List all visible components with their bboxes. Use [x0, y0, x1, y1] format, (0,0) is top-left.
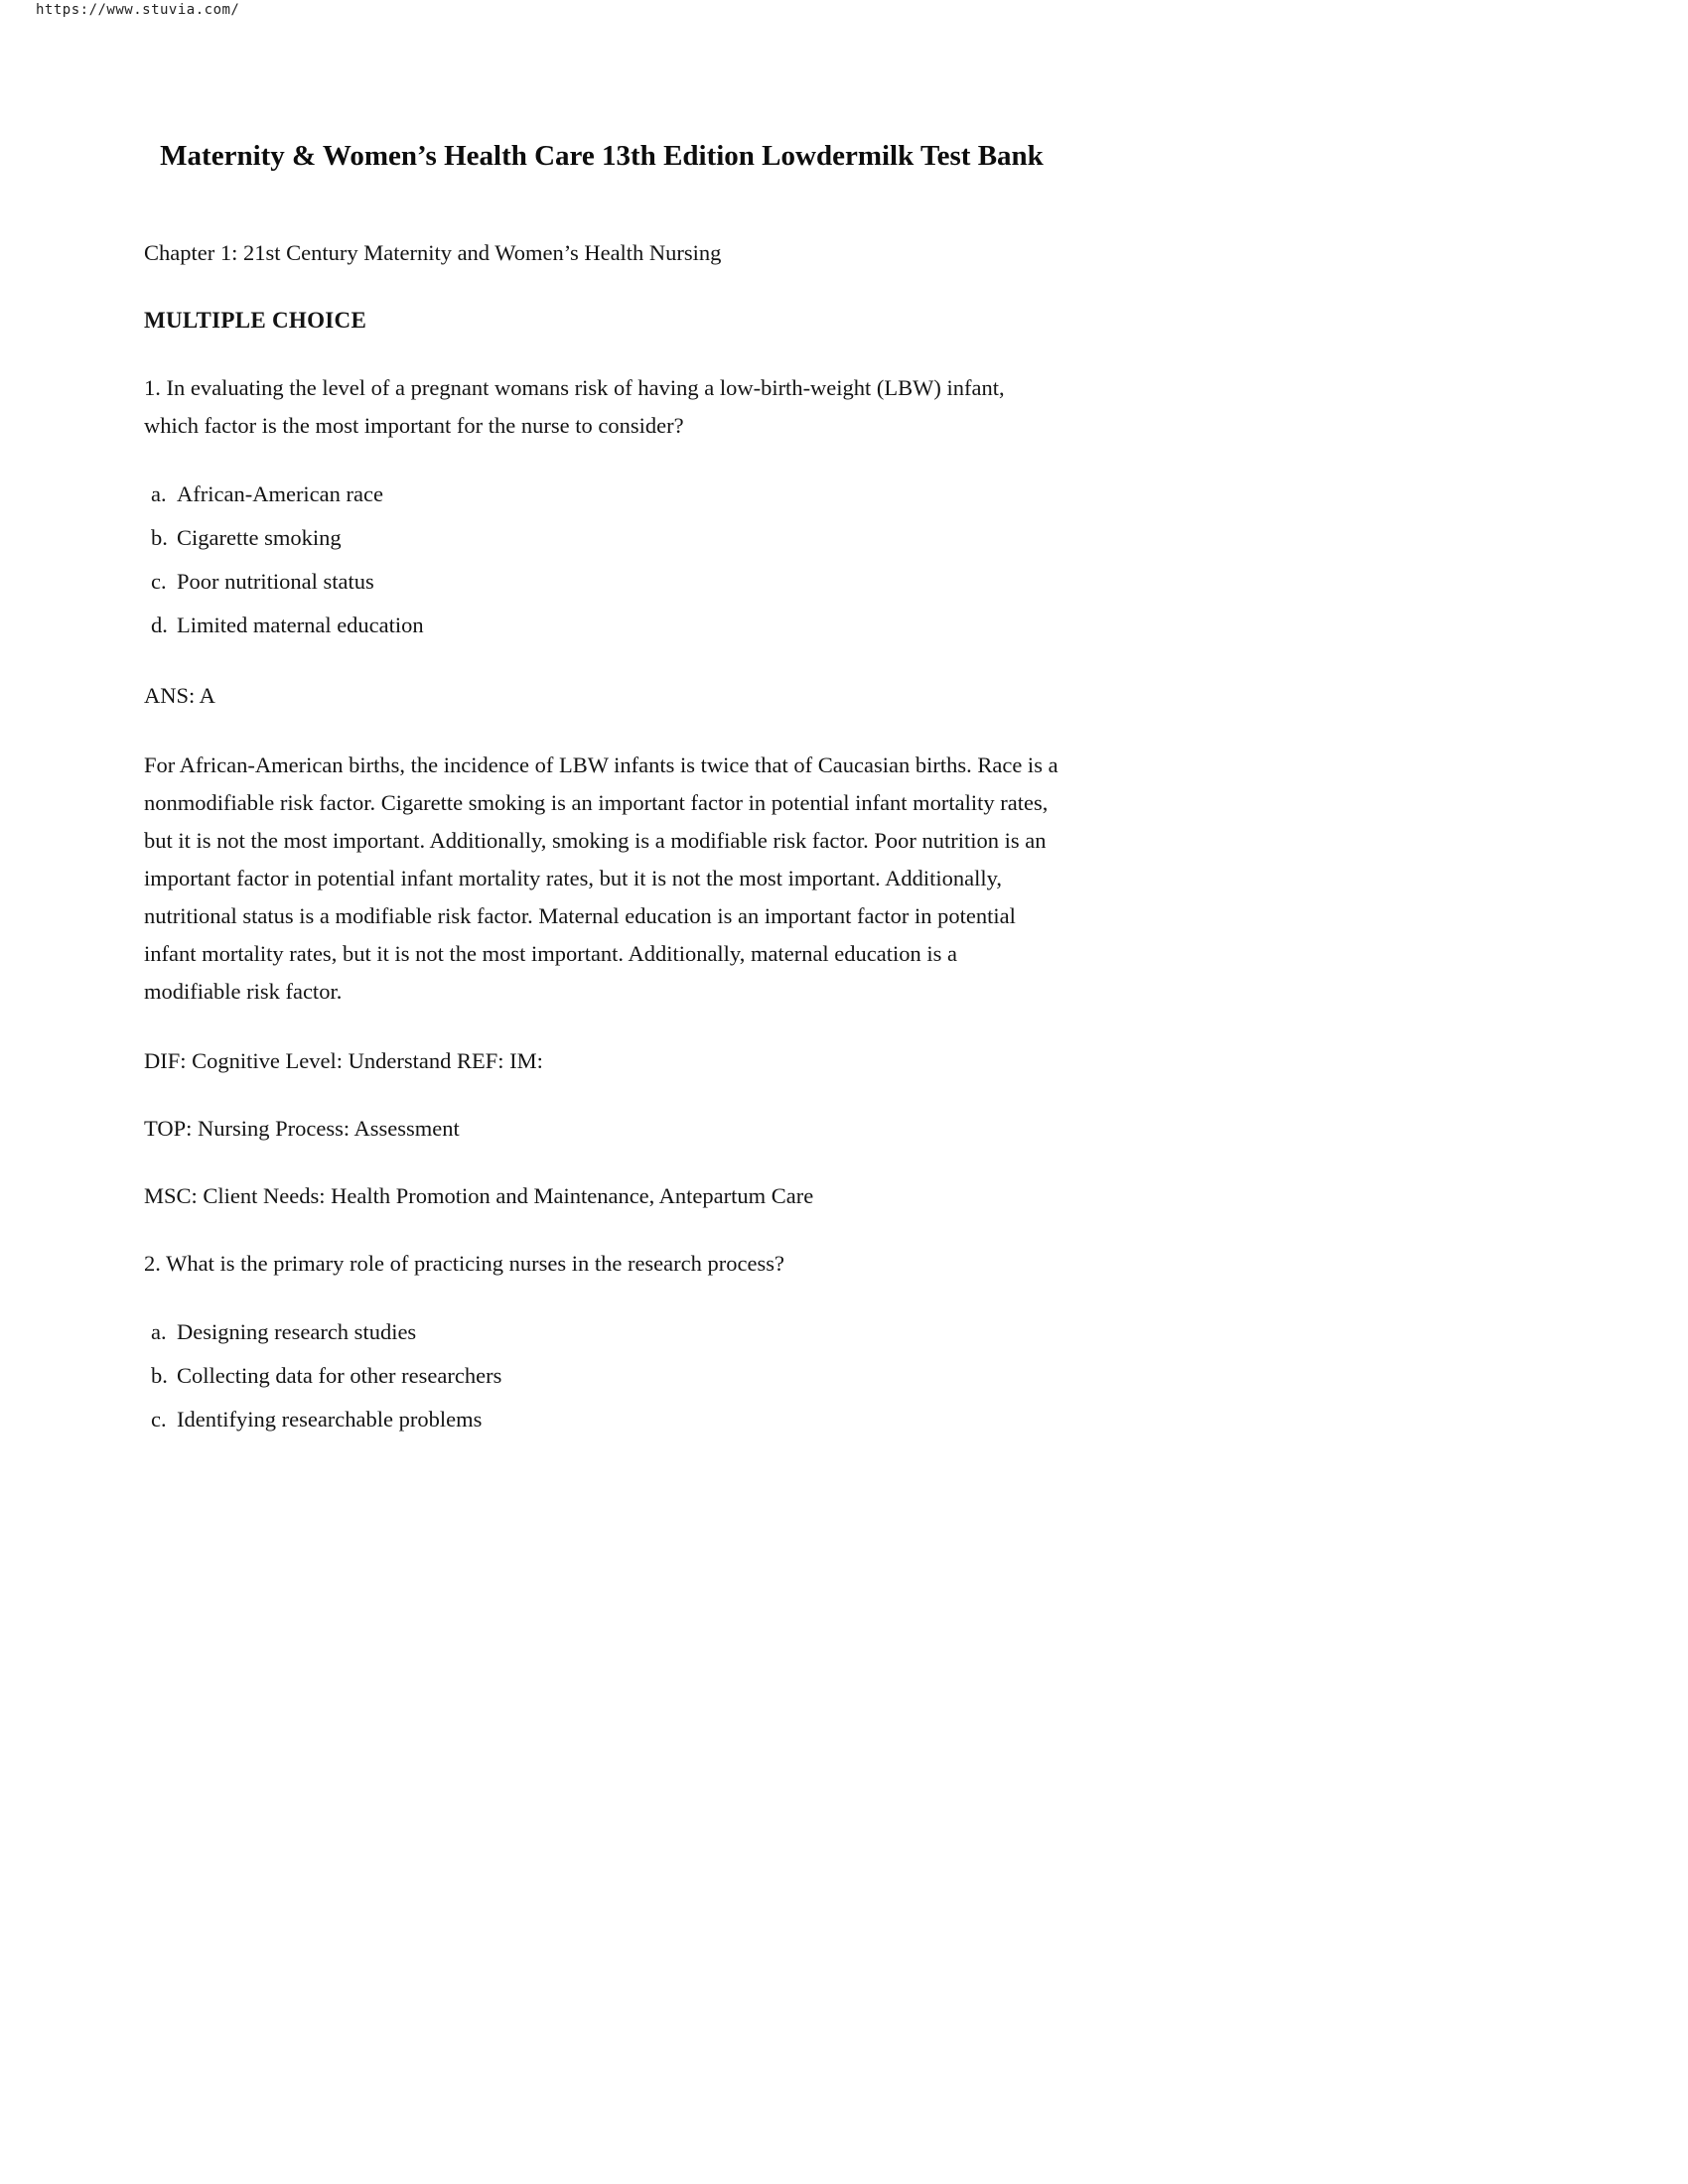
option-text: Poor nutritional status	[177, 569, 374, 594]
option-item	[144, 520, 1059, 556]
question-1-top: TOP: Nursing Process: Assessment	[144, 1116, 460, 1141]
question-1-rationale: For African-American births, the incidence of LBW infants is twice that of Caucasian births. Race is a nonmodifiable risk factor. Cigarette smoking is an important factor in potential infant mortality rates, but it is not the most important. Additionally, smoking is a modifiable risk factor. Poor nutrition is an important factor in potential infant mortality rates, but it is not the most important. Additionally, nutritional status is a modifiable risk factor. Maternal education is an important factor in potential infant mortality rates, but it is not the most important. Additionally, maternal education is a modifiable risk factor.	[144, 752, 1058, 1004]
question-2-text: What is the primary role of practicing nurses in the research process?	[166, 1251, 784, 1276]
option-text: Identifying researchable problems	[177, 1407, 483, 1432]
option-letter: a.	[151, 1319, 167, 1344]
document-content	[144, 137, 1059, 1471]
option-item	[144, 1358, 1059, 1394]
document-title: Maternity & Women’s Health Care 13th Edition Lowdermilk Test Bank	[160, 140, 1044, 172]
option-text: Limited maternal education	[177, 613, 424, 637]
option-text: Designing research studies	[177, 1319, 417, 1344]
option-text: Collecting data for other researchers	[177, 1363, 502, 1388]
source-url: https://www.stuvia.com/	[36, 2, 240, 18]
question-2	[144, 1245, 1059, 1283]
question-2-options	[144, 1314, 1059, 1437]
question-1-msc: MSC: Client Needs: Health Promotion and Maintenance, Antepartum Care	[144, 1183, 814, 1208]
section-heading: MULTIPLE CHOICE	[144, 308, 367, 333]
question-2-number: 2.	[144, 1251, 161, 1276]
option-text: African-American race	[177, 481, 383, 506]
question-1-answer: ANS: A	[144, 683, 215, 708]
question-1-text: In evaluating the level of a pregnant womans risk of having a low-birth-weight (LBW) infant, which factor is the most important for the nurse to consider?	[144, 375, 1005, 438]
question-1-options	[144, 477, 1059, 643]
option-letter: b.	[151, 525, 168, 550]
option-letter: a.	[151, 481, 167, 506]
question-1	[144, 369, 1059, 445]
option-item	[144, 1402, 1059, 1437]
option-item	[144, 564, 1059, 600]
question-1-number: 1.	[144, 375, 161, 400]
option-text: Cigarette smoking	[177, 525, 342, 550]
option-letter: c.	[151, 1407, 167, 1432]
chapter-heading: Chapter 1: 21st Century Maternity and Women’s Health Nursing	[144, 240, 722, 265]
option-letter: c.	[151, 569, 167, 594]
option-letter: b.	[151, 1363, 168, 1388]
question-1-dif: DIF: Cognitive Level: Understand REF: IM:	[144, 1048, 543, 1073]
option-item	[144, 477, 1059, 512]
option-letter: d.	[151, 613, 168, 637]
option-item	[144, 608, 1059, 643]
option-item	[144, 1314, 1059, 1350]
